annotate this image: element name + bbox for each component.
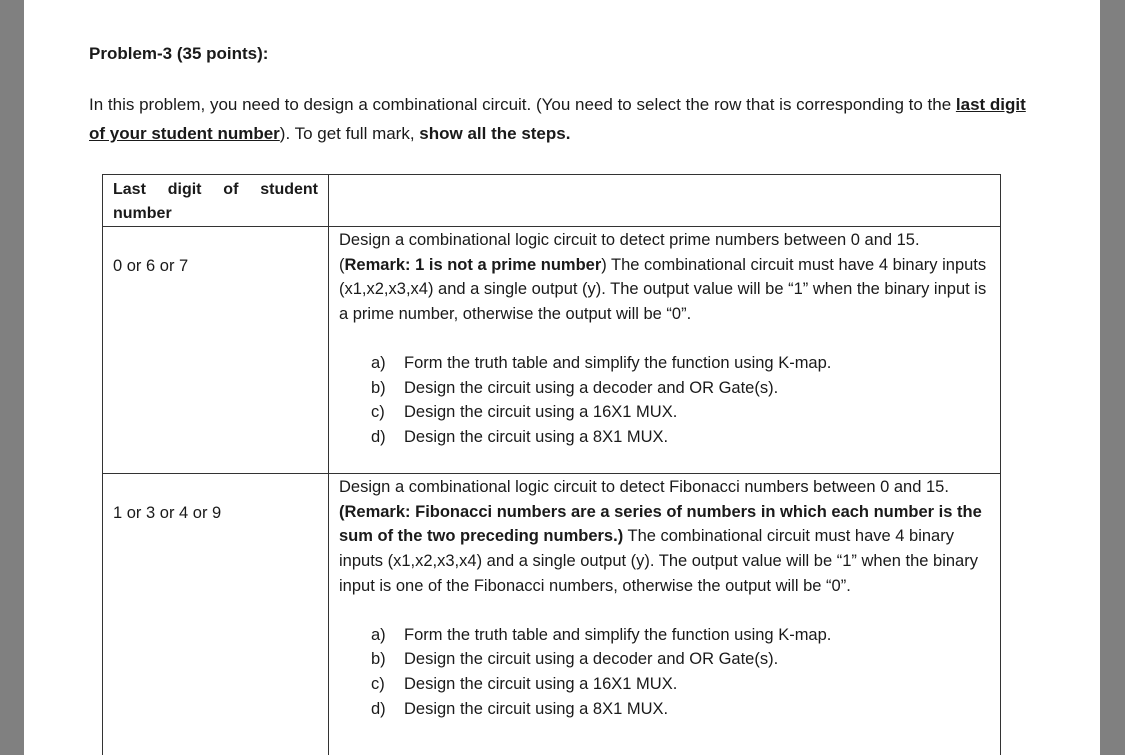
step-text: Design the circuit using a decoder and OR Gate(s).: [404, 378, 779, 397]
step-text: Design the circuit using a 16X1 MUX.: [404, 674, 678, 693]
list-item: [339, 376, 990, 401]
table-row: [103, 227, 1001, 474]
document-page: [24, 0, 1100, 755]
step-label: c): [371, 674, 385, 693]
list-item: [339, 400, 990, 425]
description-text-2: ) The combinational circuit must have 4 binary inputs (x1,x2,x3,x4) and a single output (y). The output value will be “1” when the binary input is a prime number, otherwise the output will be “0”.: [339, 255, 987, 324]
step-label: d): [371, 427, 386, 446]
list-item: [339, 697, 990, 722]
intro-bold-text: show all the steps.: [419, 124, 571, 143]
table-header-row: [103, 175, 1001, 227]
intro-text: In this problem, you need to design a combinational circuit. (You need to select the row that is corresponding to the: [89, 95, 956, 114]
description-text-2: The combinational circuit must have 4 binary inputs (x1,x2,x3,x4) and a single output (y). The output value will be “1” when the binary input is one of the Fibonacci numbers, otherwise the output will be “0”.: [339, 527, 978, 595]
list-item: [339, 351, 990, 376]
header-cell-digit: Last digit of student number: [103, 175, 329, 227]
table-row: [103, 474, 1001, 755]
step-label: a): [371, 625, 386, 644]
description-remark: (Remark: Fibonacci numbers are a series of numbers in which each number is the sum of the two preceding numbers.): [339, 502, 982, 546]
description-cell: [329, 227, 1001, 474]
step-text: Form the truth table and simplify the function using K-map.: [404, 353, 832, 372]
list-item: [339, 647, 990, 672]
problem-intro: [89, 90, 1039, 148]
step-text: Form the truth table and simplify the function using K-map.: [404, 625, 832, 644]
list-item: [339, 672, 990, 697]
list-item: [339, 623, 990, 648]
description-text: Design a combinational logic circuit to detect Fibonacci numbers between 0 and 15.: [339, 478, 949, 496]
intro-text-2: ). To get full mark,: [279, 124, 420, 143]
steps-list: [339, 623, 990, 722]
problem-heading: Problem-3 (35 points):: [89, 44, 269, 63]
description-remark: Remark: 1 is not a prime number: [344, 255, 602, 274]
step-text: Design the circuit using a decoder and OR Gate(s).: [404, 650, 779, 669]
step-label: c): [371, 403, 385, 422]
list-item: [339, 425, 990, 450]
step-text: Design the circuit using a 8X1 MUX.: [404, 699, 669, 718]
problem-table: [102, 174, 1001, 755]
steps-list: [339, 351, 990, 450]
header-cell-description: [329, 175, 1001, 227]
step-text: Design the circuit using a 16X1 MUX.: [404, 403, 678, 422]
step-label: d): [371, 699, 386, 718]
description-text: Design a combinational logic circuit to detect prime numbers between 0 and 15. (: [339, 231, 920, 274]
step-label: b): [371, 378, 386, 397]
digit-cell: 1 or 3 or 4 or 9: [103, 474, 329, 755]
description-cell: [329, 474, 1001, 755]
step-label: b): [371, 650, 386, 669]
step-text: Design the circuit using a 8X1 MUX.: [404, 427, 669, 446]
digit-cell: 0 or 6 or 7: [103, 227, 329, 474]
step-label: a): [371, 353, 386, 372]
intro-underlined-text: last digit of your student number: [89, 95, 1026, 143]
